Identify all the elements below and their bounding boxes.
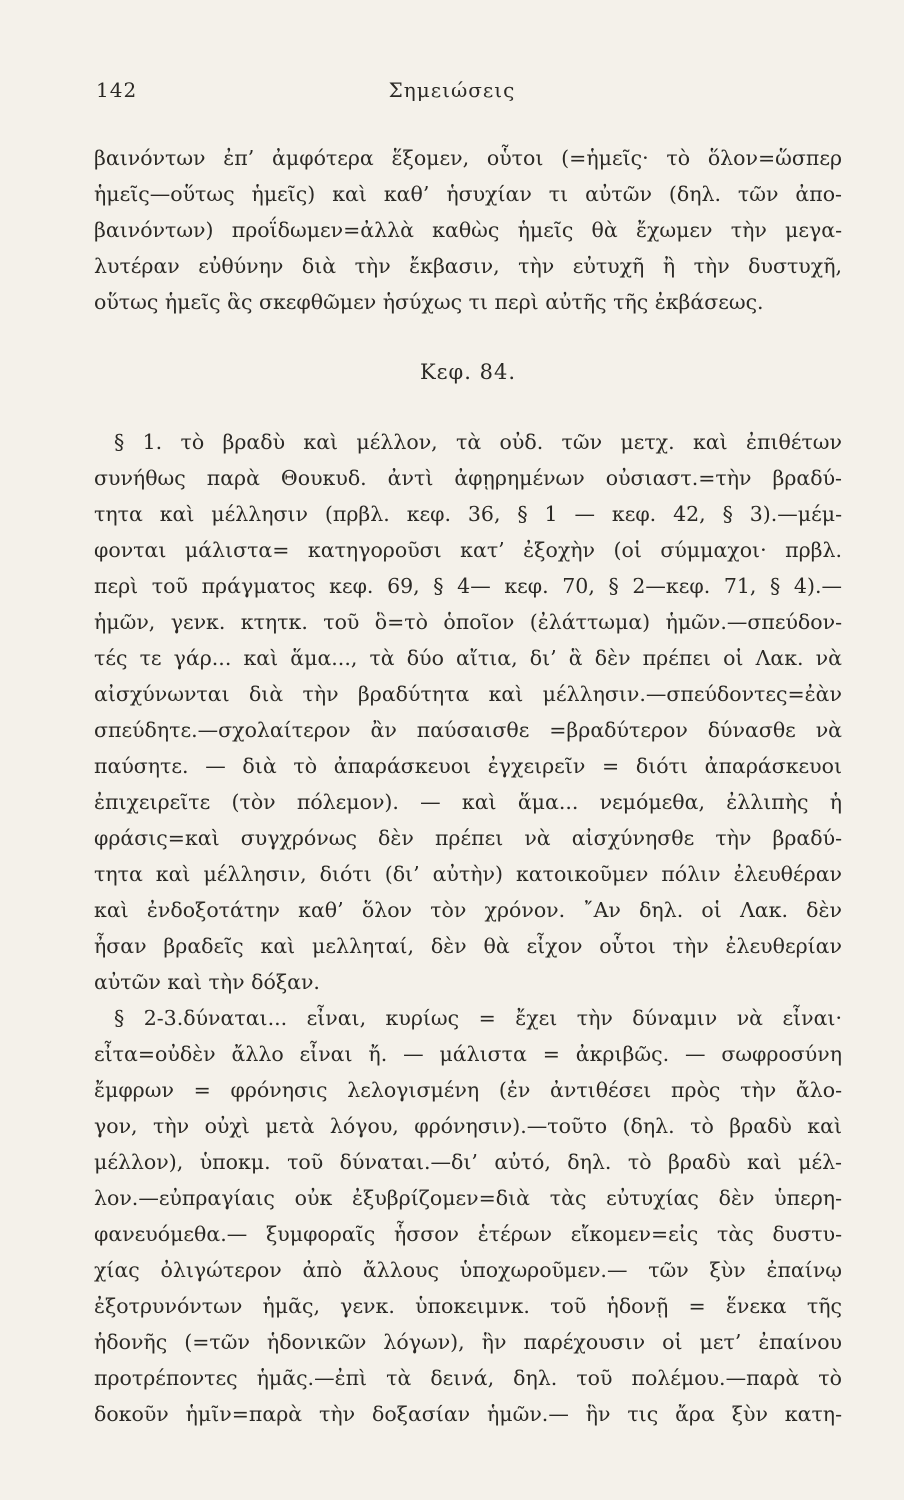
text-line: μέλλον), ὑποκμ. τοῦ δύναται.—δι’ αὐτό, δηλ. τὸ βραδὺ καὶ μέλ- bbox=[94, 1150, 842, 1174]
text-line: χίας ὀλιγώτερον ἀπὸ ἄλλους ὑποχωροῦμεν.— τῶν ξὺν ἐπαίνῳ bbox=[94, 1258, 842, 1282]
text-line: τητα καὶ μέλλησιν (πρβλ. κεφ. 36, § 1 — κεφ. 42, § 3).—μέμ- bbox=[94, 502, 842, 526]
text-line: εἶτα=οὐδὲν ἄλλο εἶναι ἤ. — μάλιστα = ἀκριβῶς. — σωφροσύνη bbox=[94, 1042, 842, 1066]
text-line: περὶ τοῦ πράγματος κεφ. 69, § 4— κεφ. 70, § 2—κεφ. 71, § 4).— bbox=[94, 574, 842, 598]
text-line: φονται μάλιστα= κατηγοροῦσι κατ’ ἐξοχὴν (οἱ σύμμαχοι· πρβλ. bbox=[94, 538, 842, 562]
text-line: φράσις=καὶ συγχρόνως δὲν πρέπει νὰ αἰσχύνησθε τὴν βραδύ- bbox=[94, 826, 842, 850]
text-line: ἦσαν βραδεῖς καὶ μελληταί, δὲν θὰ εἶχον οὗτοι τὴν ἐλευθερίαν bbox=[94, 934, 842, 958]
text-line: ἐξοτρυνόντων ἡμᾶς, γενκ. ὑποκειμνκ. τοῦ ἡδονῇ = ἕνεκα τῆς bbox=[94, 1294, 842, 1318]
text-line: λυτέραν εὐθύνην διὰ τὴν ἔκβασιν, τὴν εὐτυχῆ ἢ τὴν δυστυχῆ, bbox=[94, 254, 842, 278]
text-line: ἔμφρων = φρόνησις λελογισμένη (ἐν ἀντιθέσει πρὸς τὴν ἄλο- bbox=[94, 1078, 842, 1102]
running-title: Σημειώσεις bbox=[388, 78, 516, 102]
text-line: λον.—εὐπραγίαις οὐκ ἐξυβρίζομεν=διὰ τὰς εὐτυχίας δὲν ὑπερη- bbox=[94, 1186, 842, 1210]
text-line: ἡδονῆς (=τῶν ἡδονικῶν λόγων), ἣν παρέχουσιν οἱ μετ’ ἐπαίνου bbox=[94, 1330, 842, 1354]
text-line: παύσητε. — διὰ τὸ ἀπαράσκευοι ἐγχειρεῖν = διότι ἀπαράσκευοι bbox=[94, 754, 842, 778]
text-line: γον, τὴν οὐχὶ μετὰ λόγου, φρόνησιν).—τοῦτο (δηλ. τὸ βραδὺ καὶ bbox=[94, 1114, 842, 1138]
text-line: § 2-3.δύναται... εἶναι, κυρίως = ἔχει τὴν δύναμιν νὰ εἶναι· bbox=[114, 1006, 842, 1030]
text-line: βαινόντων ἐπ’ ἀμφότερα ἕξομεν, οὗτοι (=ἡμεῖς· τὸ ὅλον=ὥσπερ bbox=[94, 146, 842, 170]
text-line: § 1. τὸ βραδὺ καὶ μέλλον, τὰ οὐδ. τῶν μετχ. καὶ ἐπιθέτων bbox=[114, 430, 842, 454]
page-number: 142 bbox=[96, 78, 138, 102]
text-line: βαινόντων) προΐδωμεν=ἀλλὰ καθὼς ἡμεῖς θὰ ἔχωμεν τὴν μεγα- bbox=[94, 218, 842, 242]
text-line: καὶ ἐνδοξοτάτην καθ’ ὅλον τὸν χρόνον. ῎Αν δηλ. οἱ Λακ. δὲν bbox=[94, 898, 842, 922]
text-line: ἐπιχειρεῖτε (τὸν πόλεμον). — καὶ ἅμα... νεμόμεθα, ἐλλιπὴς ἡ bbox=[94, 790, 842, 814]
body-text bbox=[94, 140, 842, 1432]
chapter-heading: Κεφ. 84. bbox=[419, 360, 517, 384]
text-line: συνήθως παρὰ Θουκυδ. ἀντὶ ἀφῃρημένων οὐσιαστ.=τὴν βραδύ- bbox=[94, 466, 842, 490]
text-line: φανευόμεθα.— ξυμφοραῖς ἧσσον ἑτέρων εἴκομεν=εἰς τὰς δυστυ- bbox=[94, 1222, 842, 1246]
text-line: αὐτῶν καὶ τὴν δόξαν. bbox=[94, 970, 320, 994]
page-header bbox=[96, 78, 808, 108]
text-line: τητα καὶ μέλλησιν, διότι (δι’ αὐτὴν) κατοικοῦμεν πόλιν ἐλευθέραν bbox=[94, 862, 842, 886]
text-line: ἡμεῖς—οὕτως ἡμεῖς) καὶ καθ’ ἡσυχίαν τι αὐτῶν (δηλ. τῶν ἀπο- bbox=[94, 182, 842, 206]
text-line: τές τε γάρ... καὶ ἅμα..., τὰ δύο αἴτια, δι’ ἃ δὲν πρέπει οἱ Λακ. νὰ bbox=[94, 646, 842, 670]
text-line: προτρέποντες ἡμᾶς.—ἐπὶ τὰ δεινά, δηλ. τοῦ πολέμου.—παρὰ τὸ bbox=[94, 1366, 842, 1390]
text-line: ἡμῶν, γενκ. κτητκ. τοῦ ὃ=τὸ ὁποῖον (ἐλάττωμα) ἡμῶν.—σπεύδον- bbox=[94, 610, 842, 634]
text-line: σπεύδητε.—σχολαίτερον ἂν παύσαισθε =βραδύτερον δύνασθε νὰ bbox=[94, 718, 842, 742]
text-line: οὕτως ἡμεῖς ἃς σκεφθῶμεν ἡσύχως τι περὶ αὐτῆς τῆς ἐκβάσεως. bbox=[94, 290, 764, 314]
text-line: αἰσχύνωνται διὰ τὴν βραδύτητα καὶ μέλλησιν.—σπεύδοντες=ἐὰν bbox=[94, 682, 842, 706]
text-line: δοκοῦν ἡμῖν=παρὰ τὴν δοξασίαν ἡμῶν.— ἣν τις ἄρα ξὺν κατη- bbox=[94, 1402, 842, 1426]
